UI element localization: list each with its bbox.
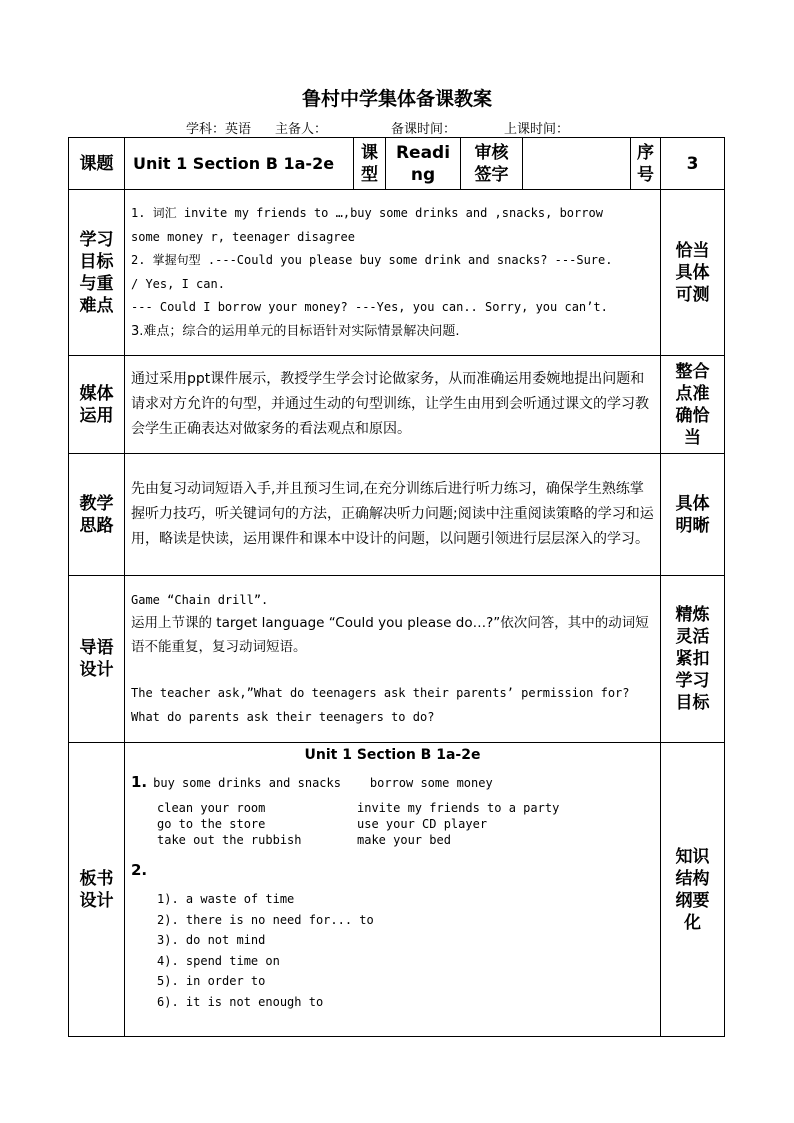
ideas-label: 教学思路 bbox=[69, 454, 125, 576]
ideas-row bbox=[69, 454, 725, 576]
subject-field: 学科：英语 bbox=[186, 122, 252, 137]
prep-time-field: 备课时间： bbox=[391, 122, 457, 137]
topic-label: 课题 bbox=[69, 138, 125, 190]
meta-line bbox=[186, 118, 593, 137]
board-list-item: 3). do not mind bbox=[157, 933, 266, 947]
board-phrase-grid bbox=[157, 801, 654, 847]
goals-line: 3.难点；综合的运用单元的目标语针对实际情景解决问题. bbox=[131, 323, 460, 339]
goals-line: 1. 词汇 invite my friends to …,buy some drinks and ,snacks, borrow bbox=[131, 206, 603, 220]
board-number-2: 2. bbox=[131, 861, 148, 879]
board-list bbox=[131, 889, 654, 1012]
guide-content bbox=[125, 576, 661, 743]
media-side: 整合点准确恰当 bbox=[661, 356, 725, 454]
board-list-item: 6). it is not enough to bbox=[157, 994, 324, 1009]
board-content bbox=[125, 743, 661, 1037]
goals-line: some money r, teenager disagree bbox=[131, 229, 355, 244]
board-side: 知识结构纲要化 bbox=[661, 743, 725, 1037]
board-phrase: clean your room bbox=[157, 801, 266, 815]
type-label: 课型 bbox=[354, 138, 386, 190]
board-list-item: 5). in order to bbox=[157, 974, 266, 988]
media-row bbox=[69, 356, 725, 454]
board-row bbox=[69, 743, 725, 1037]
review-value bbox=[523, 138, 631, 190]
guide-row bbox=[69, 576, 725, 743]
goals-line: / Yes, I can. bbox=[131, 276, 225, 291]
board-label: 板书设计 bbox=[69, 743, 125, 1037]
preparer-field: 主备人： bbox=[275, 122, 328, 137]
goals-row bbox=[69, 190, 725, 356]
guide-label: 导语设计 bbox=[69, 576, 125, 743]
media-label: 媒体运用 bbox=[69, 356, 125, 454]
ideas-text: 先由复习动词短语入手,并且预习生词,在充分训练后进行听力练习，确保学生熟练掌握听力技巧，听关键词句的方法，正确解决听力问题;阅读中注重阅读策略的学习和运用，略读是快读，运用课件和课本中设计的问题，以问题引领进行层层深入的学习。 bbox=[125, 454, 661, 576]
board-phrase: take out the rubbish bbox=[157, 833, 302, 847]
guide-line-3: The teacher ask,”What do teenagers ask their parents’ permission for? What do parents ask their teenagers to do? bbox=[131, 686, 630, 724]
board-list-item: 2). there is no need for... to bbox=[157, 912, 374, 927]
board-list-item: 4). spend time on bbox=[157, 953, 280, 968]
ideas-side: 具体明晰 bbox=[661, 454, 725, 576]
goals-content bbox=[125, 190, 661, 356]
goals-label: 学习目标与重难点 bbox=[69, 190, 125, 356]
guide-side: 精炼灵活紧扣学习目标 bbox=[661, 576, 725, 743]
media-text: 通过采用ppt课件展示，教授学生学会讨论做家务，从而准确运用委婉地提出问题和请求对方允许的句型，并通过生动的句型训练，让学生由用到会听通过课文的学习教会学生正确表达对做家务的看法观点和原因。 bbox=[125, 356, 661, 454]
header-row bbox=[69, 138, 725, 190]
board-list-item: 1). a waste of time bbox=[157, 892, 295, 906]
seq-value: 3 bbox=[661, 138, 725, 190]
board-phrase: use your CD player bbox=[357, 817, 488, 831]
review-label: 审核签字 bbox=[461, 138, 523, 190]
board-phrase: make your bed bbox=[357, 833, 451, 847]
guide-line-2: 运用上节课的 target language “Could you please do…?”依次问答，其中的动词短语不能重复，复习动词短语。 bbox=[131, 615, 649, 655]
seq-label: 序号 bbox=[631, 138, 661, 190]
board-title: Unit 1 Section B 1a-2e bbox=[304, 747, 481, 763]
board-phrase: invite my friends to a party bbox=[357, 801, 560, 815]
lesson-plan-table bbox=[68, 137, 725, 1037]
goals-line: 2. 掌握句型 .---Could you please buy some drink and snacks? ---Sure. bbox=[131, 253, 613, 267]
type-value: Reading bbox=[386, 138, 461, 190]
topic-value: Unit 1 Section B 1a-2e bbox=[125, 138, 354, 190]
page-title: 鲁村中学集体备课教案 bbox=[301, 88, 492, 110]
board-number-1: 1. bbox=[131, 773, 148, 791]
goals-line: --- Could I borrow your money? ---Yes, you can.. Sorry, you can’t. bbox=[131, 300, 608, 314]
guide-line-1: Game “Chain drill”. bbox=[131, 592, 269, 607]
goals-side: 恰当具体可测 bbox=[661, 190, 725, 356]
board-phrase: go to the store bbox=[157, 817, 266, 831]
board-first-line: buy some drinks and snacks borrow some money bbox=[153, 776, 493, 790]
class-time-field: 上课时间： bbox=[504, 122, 570, 137]
